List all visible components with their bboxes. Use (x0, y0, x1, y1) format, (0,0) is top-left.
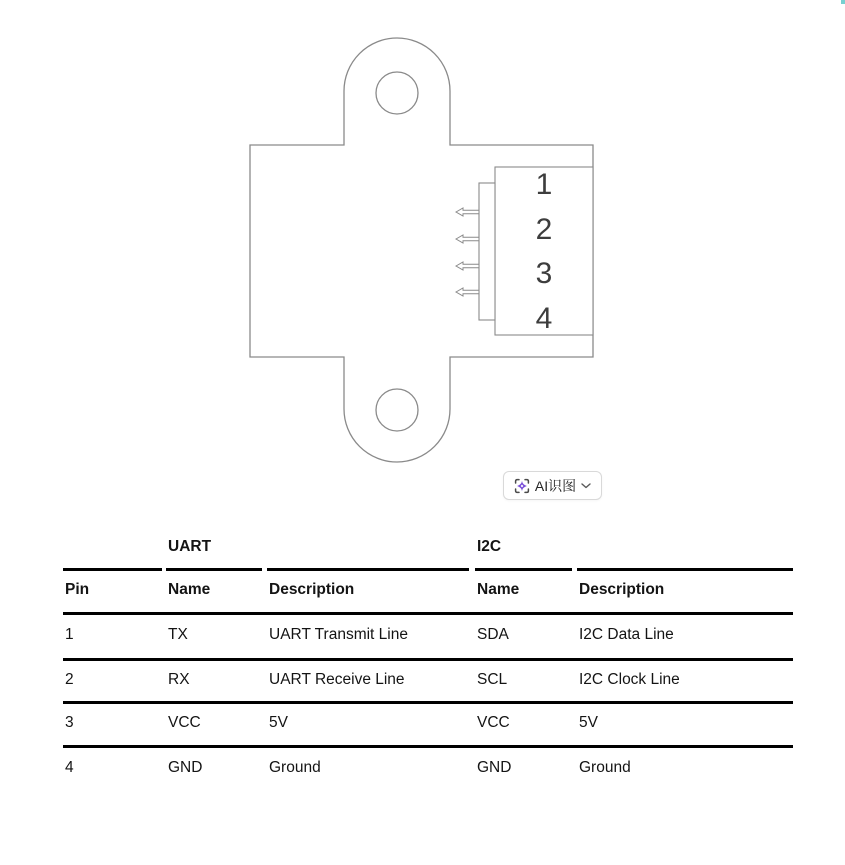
pin-label-1: 1 (535, 168, 553, 201)
cell-i2c-desc: I2C Clock Line (579, 670, 680, 688)
group-rule-segment (267, 568, 469, 571)
pin-label-3: 3 (535, 257, 553, 290)
table-row (63, 745, 793, 790)
bottom-mounting-hole (376, 389, 418, 431)
ai-button-label: AI识图 (534, 477, 577, 494)
pin-label-2: 2 (535, 213, 553, 246)
corner-artifact (841, 0, 845, 4)
chevron-down-icon[interactable] (581, 483, 591, 489)
col-header-i2c-name: Name (477, 581, 520, 598)
col-header-uart-name: Name (168, 581, 211, 598)
cell-pin: 3 (65, 714, 74, 731)
group-rule-segment (577, 568, 793, 571)
connector-body (479, 183, 495, 320)
ai-recognize-button[interactable] (503, 471, 602, 500)
pin-4-lead (456, 288, 479, 296)
cell-i2c-desc: 5V (579, 714, 598, 731)
cell-uart-desc: UART Transmit Line (269, 626, 408, 643)
cell-uart-name: VCC (168, 714, 201, 731)
col-header-i2c-desc: Description (579, 581, 665, 598)
ai-scan-icon (514, 478, 530, 494)
row-rule (63, 658, 793, 661)
cell-i2c-name: SDA (477, 626, 509, 643)
cell-pin: 4 (65, 758, 74, 776)
pin-1-lead (456, 208, 479, 216)
cell-uart-desc: 5V (269, 714, 288, 731)
cell-uart-name: GND (168, 758, 203, 776)
group-rule-segment (475, 568, 572, 571)
pin-definition-table (63, 530, 793, 792)
col-header-uart-desc: Description (269, 581, 355, 598)
group-header-uart: UART (168, 538, 212, 555)
group-rule-segment (63, 568, 162, 571)
col-header-pin: Pin (65, 581, 90, 598)
cell-i2c-name: SCL (477, 670, 508, 688)
group-header-i2c: I2C (477, 538, 502, 555)
row-rule (63, 745, 793, 748)
header-rule (63, 612, 793, 615)
cell-uart-desc: Ground (269, 758, 321, 776)
pin-label-4: 4 (535, 302, 553, 335)
cell-uart-name: RX (168, 670, 190, 688)
group-rule-segment (166, 568, 262, 571)
cell-uart-desc: UART Receive Line (269, 670, 405, 688)
row-rule (63, 701, 793, 704)
cell-i2c-name: GND (477, 758, 512, 776)
cell-i2c-desc: I2C Data Line (579, 626, 674, 643)
cell-i2c-desc: Ground (579, 758, 631, 776)
table-row (63, 701, 793, 745)
connector-pins (456, 208, 479, 296)
pin-2-lead (456, 235, 479, 243)
table-row (63, 658, 793, 701)
cell-i2c-name: VCC (477, 714, 510, 731)
table-row (63, 612, 793, 658)
cell-pin: 2 (65, 670, 74, 688)
table-group-header-row (63, 530, 793, 568)
top-mounting-hole (376, 72, 418, 114)
cell-uart-name: TX (168, 626, 188, 643)
pin-3-lead (456, 262, 479, 270)
table-header-row (63, 568, 793, 612)
cell-pin: 1 (65, 626, 74, 643)
